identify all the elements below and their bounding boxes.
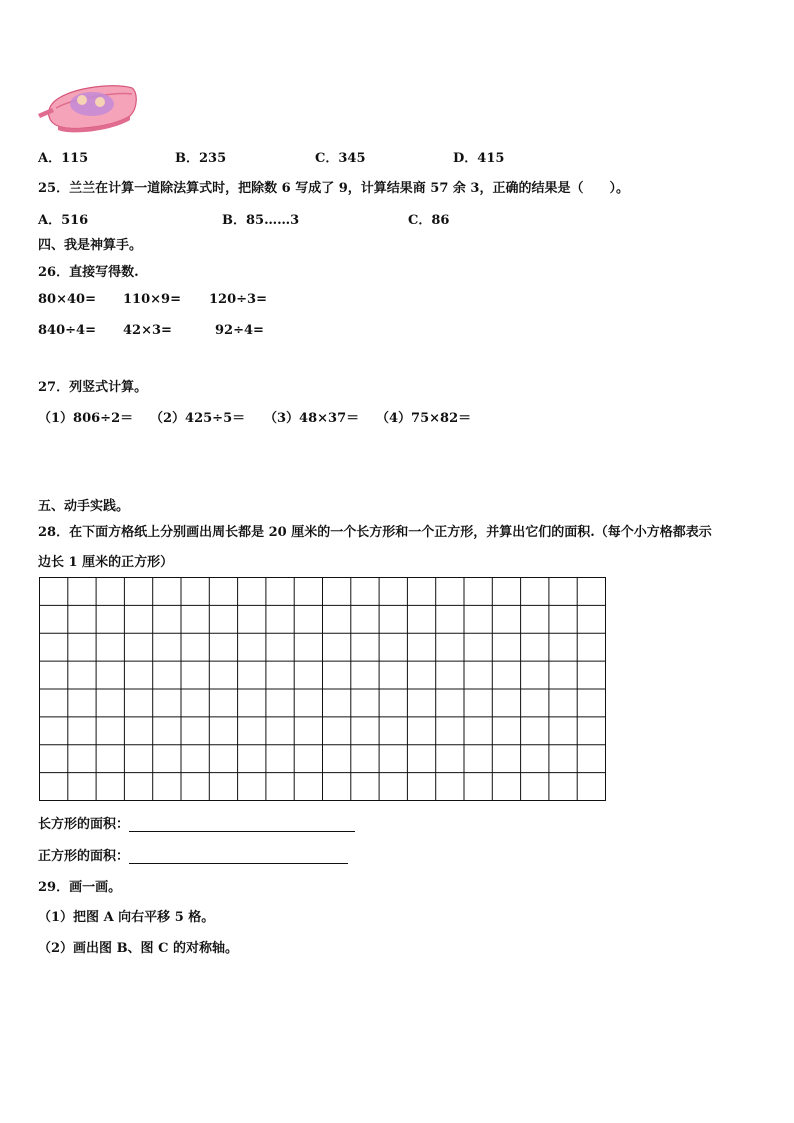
q27-stem: 27．列竖式计算。 <box>38 380 148 395</box>
q26-item: 110×9= <box>123 292 181 307</box>
q25-option-b: B．85……3 <box>222 213 300 228</box>
q26-stem: 26．直接写得数. <box>38 265 139 280</box>
q29-sub-2: （2）画出图 B、图 C 的对称轴。 <box>38 941 238 956</box>
q29-sub-1: （1）把图 A 向右平移 5 格。 <box>38 910 215 925</box>
q25-stem: 25．兰兰在计算一道除法算式时，把除数 6 写成了 9，计算结果商 57 余 3，正确的结果是（ ）。 <box>38 181 629 196</box>
q28-stem-line2: 边长 1 厘米的正方形） <box>38 555 174 570</box>
pencil-case-illustration <box>34 78 138 134</box>
q24-option-c: C．345 <box>315 151 366 166</box>
rect-area-answer-line[interactable] <box>129 817 355 832</box>
section5-title: 五、动手实践。 <box>38 499 130 514</box>
q24-option-a: A．115 <box>38 151 89 166</box>
q24-option-b: B．235 <box>175 151 227 166</box>
q28-stem-line1: 28．在下面方格纸上分别画出周长都是 20 厘米的一个长方形和一个正方形，并算出它们的面积.（每个小方格都表示 <box>38 525 712 540</box>
square-area-row <box>38 845 348 864</box>
square-grid-paper[interactable] <box>39 577 606 801</box>
rect-area-label: 长方形的面积： <box>38 817 130 832</box>
q26-item: 120÷3= <box>209 292 267 307</box>
q26-item: 42×3= <box>123 323 172 338</box>
rect-area-row <box>38 813 355 832</box>
q27-item-2: （2）425÷5＝ <box>150 411 246 426</box>
square-area-label: 正方形的面积： <box>38 849 130 864</box>
q24-option-d: D．415 <box>453 151 505 166</box>
q26-item: 840÷4= <box>38 323 96 338</box>
square-area-answer-line[interactable] <box>129 849 348 864</box>
q29-stem: 29．画一画。 <box>38 880 122 895</box>
section4-title: 四、我是神算手。 <box>38 238 143 253</box>
q27-item-4: （4）75×82＝ <box>376 411 472 426</box>
q26-item: 80×40= <box>38 292 96 307</box>
q25-option-a: A．516 <box>38 213 89 228</box>
q25-option-c: C．86 <box>408 213 450 228</box>
q27-item-1: （1）806÷2＝ <box>38 411 134 426</box>
q27-item-3: （3）48×37＝ <box>264 411 360 426</box>
q26-item: 92÷4= <box>215 323 264 338</box>
